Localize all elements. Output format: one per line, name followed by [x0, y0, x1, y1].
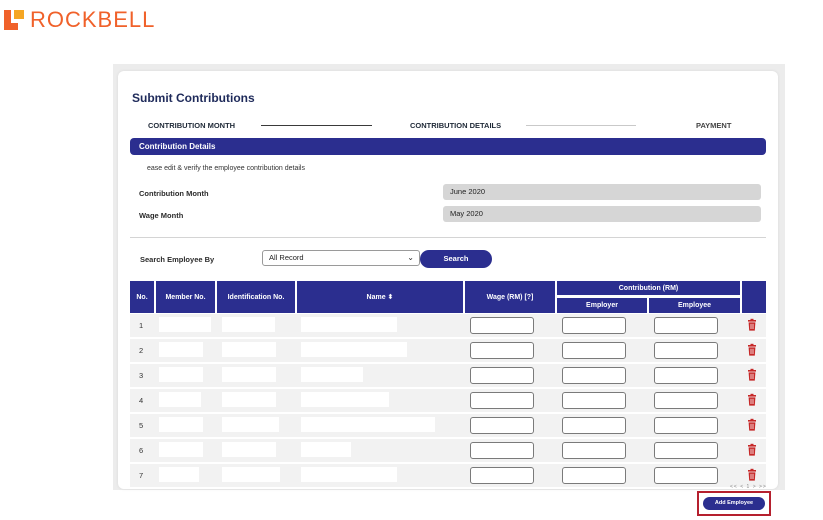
trash-icon[interactable] [745, 418, 759, 432]
employer-contribution-input[interactable] [562, 367, 626, 384]
wage-input[interactable] [470, 417, 534, 434]
step-contribution-details: CONTRIBUTION DETAILS [410, 121, 502, 130]
rockbell-logo-icon [4, 10, 24, 30]
employer-contribution-input[interactable] [562, 317, 626, 334]
employee-contribution-input[interactable] [654, 392, 718, 409]
employer-contribution-input[interactable] [562, 417, 626, 434]
brand-name: ROCKBELL [30, 7, 156, 32]
wage-month-field: May 2020 [443, 206, 761, 222]
name-cell [301, 392, 389, 407]
step-connector [526, 125, 636, 126]
trash-icon[interactable] [745, 468, 759, 482]
wage-input[interactable] [470, 467, 534, 484]
row-number: 4 [139, 396, 144, 405]
table-row [130, 314, 766, 337]
trash-icon[interactable] [745, 318, 759, 332]
divider [130, 237, 766, 238]
identification-no-cell [222, 367, 276, 382]
identification-no-cell [222, 442, 276, 457]
wage-month-label: Wage Month [139, 211, 184, 220]
table-row [130, 364, 766, 387]
table-row [130, 389, 766, 412]
trash-icon[interactable] [745, 393, 759, 407]
row-number: 5 [139, 421, 144, 430]
employer-contribution-input[interactable] [562, 442, 626, 459]
name-cell [301, 317, 397, 332]
row-number: 6 [139, 446, 144, 455]
table-row [130, 414, 766, 437]
brand-logo [4, 8, 155, 32]
table-row [130, 464, 766, 487]
name-cell [301, 467, 397, 482]
member-no-cell [159, 317, 211, 332]
employer-contribution-input[interactable] [562, 342, 626, 359]
stepper [118, 119, 778, 133]
trash-icon[interactable] [745, 343, 759, 357]
table-row [130, 339, 766, 362]
col-header-identification-no: Identification No. [217, 281, 295, 313]
name-cell [301, 442, 351, 457]
member-no-cell [159, 367, 203, 382]
col-header-no: No. [130, 281, 154, 313]
employee-contribution-input[interactable] [654, 467, 718, 484]
search-employee-label: Search Employee By [140, 255, 215, 264]
member-no-cell [159, 342, 203, 357]
contribution-month-label: Contribution Month [139, 189, 209, 198]
col-header-actions [742, 281, 766, 313]
wage-input[interactable] [470, 342, 534, 359]
contribution-month-field: June 2020 [443, 184, 761, 200]
wage-input[interactable] [470, 392, 534, 409]
add-employee-button[interactable]: Add Employee [703, 497, 765, 510]
employer-contribution-input[interactable] [562, 392, 626, 409]
member-no-cell [159, 417, 203, 432]
chevron-down-icon: ⌄ [407, 253, 414, 262]
search-by-select[interactable] [262, 250, 420, 266]
employer-contribution-input[interactable] [562, 467, 626, 484]
employee-contribution-input[interactable] [654, 367, 718, 384]
step-connector [261, 125, 372, 126]
employee-contribution-input[interactable] [654, 442, 718, 459]
identification-no-cell [222, 392, 276, 407]
search-by-selected-value: All Record [269, 253, 304, 262]
employee-contribution-input[interactable] [654, 317, 718, 334]
step-payment: PAYMENT [696, 121, 732, 130]
step-contribution-month: CONTRIBUTION MONTH [148, 121, 236, 130]
member-no-cell [159, 442, 203, 457]
col-header-contribution: Contribution (RM) [557, 281, 740, 295]
pagination[interactable]: << < 1 > >> [730, 484, 767, 490]
employee-contribution-input[interactable] [654, 342, 718, 359]
col-header-employer: Employer [557, 298, 647, 313]
wage-input[interactable] [470, 367, 534, 384]
col-header-member-no: Member No. [156, 281, 215, 313]
identification-no-cell [222, 317, 275, 332]
row-number: 2 [139, 346, 144, 355]
identification-no-cell [222, 467, 280, 482]
instruction-text: ease edit & verify the employee contribution details [147, 165, 305, 172]
name-cell [301, 367, 363, 382]
identification-no-cell [222, 417, 279, 432]
page-title: Submit Contributions [132, 91, 255, 105]
name-cell [301, 342, 407, 357]
member-no-cell [159, 392, 201, 407]
contribution-card [118, 71, 778, 489]
table-row [130, 439, 766, 462]
name-cell [301, 417, 435, 432]
trash-icon[interactable] [745, 368, 759, 382]
trash-icon[interactable] [745, 443, 759, 457]
row-number: 7 [139, 471, 144, 480]
employee-contribution-input[interactable] [654, 417, 718, 434]
row-number: 1 [139, 321, 144, 330]
section-header: Contribution Details [130, 138, 766, 155]
wage-input[interactable] [470, 317, 534, 334]
col-header-wage: Wage (RM) [?] [465, 281, 555, 313]
identification-no-cell [222, 342, 276, 357]
search-button[interactable]: Search [420, 250, 492, 268]
col-header-name[interactable]: Name ⬍ [297, 281, 463, 313]
row-number: 3 [139, 371, 144, 380]
wage-input[interactable] [470, 442, 534, 459]
member-no-cell [159, 467, 199, 482]
col-header-employee: Employee [649, 298, 740, 313]
